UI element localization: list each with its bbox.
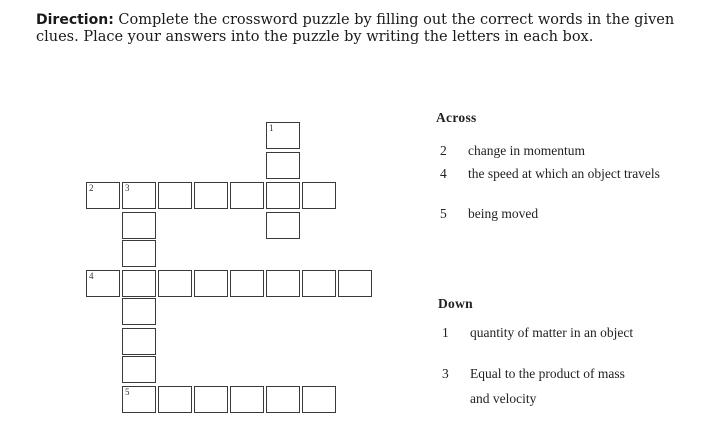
clue-text: quantity of matter in an object — [470, 325, 634, 340]
cell-1-down-3[interactable] — [266, 182, 300, 209]
down-heading: Down — [438, 296, 473, 311]
cell-5-across-3[interactable] — [194, 386, 228, 413]
cell-4-across-7[interactable] — [302, 270, 336, 297]
down-clues — [438, 296, 698, 416]
clue-number-5: 5 — [125, 387, 130, 397]
clue-text: Equal to the product of mass — [470, 366, 625, 381]
clue-number-3: 3 — [125, 183, 130, 193]
clue-text: being moved — [468, 206, 539, 221]
cell-1-down-4[interactable] — [266, 212, 300, 239]
clue-text: and velocity — [470, 391, 537, 406]
cell-3-down-6[interactable] — [122, 328, 156, 355]
clue-text: change in momentum — [468, 143, 585, 158]
cell-4-across-2[interactable] — [122, 270, 156, 297]
cell-3-down-2[interactable] — [122, 212, 156, 239]
clue-number-1: 1 — [269, 123, 274, 133]
cell-5-across-2[interactable] — [158, 386, 192, 413]
direction-label: Direction: — [36, 12, 114, 28]
clue-text: the speed at which an object travels — [468, 166, 660, 181]
cell-4-across-8[interactable] — [338, 270, 372, 297]
cell-3-down-5[interactable] — [122, 298, 156, 325]
clue-num: 1 — [442, 325, 449, 340]
cell-1-down-1[interactable] — [266, 122, 300, 149]
clue-num: 3 — [442, 366, 449, 381]
across-clues — [436, 110, 696, 240]
direction-text: Complete the crossword puzzle by filling out the correct words in the given clues. Place your answers into the puzzle by writing the letters in each box. — [36, 12, 675, 45]
across-heading: Across — [436, 110, 477, 125]
cell-5-across-5[interactable] — [266, 386, 300, 413]
cell-1-down-2[interactable] — [266, 152, 300, 179]
clue-number-2: 2 — [89, 183, 94, 193]
cell-4-across-5[interactable] — [230, 270, 264, 297]
clue-number-4: 4 — [89, 271, 94, 281]
cell-2-across-4[interactable] — [194, 182, 228, 209]
cell-5-across-1[interactable] — [122, 386, 156, 413]
cell-4-across-4[interactable] — [194, 270, 228, 297]
cell-2-across-2[interactable] — [122, 182, 156, 209]
clue-num: 4 — [440, 166, 447, 181]
cell-3-down-7[interactable] — [122, 356, 156, 383]
clue-num: 2 — [440, 143, 447, 158]
cell-4-across-6[interactable] — [266, 270, 300, 297]
cell-2-across-6[interactable] — [302, 182, 336, 209]
clue-num: 5 — [440, 206, 447, 221]
cell-4-across-3[interactable] — [158, 270, 192, 297]
cell-2-across-5[interactable] — [230, 182, 264, 209]
cell-2-across-3[interactable] — [158, 182, 192, 209]
cell-4-across-1[interactable] — [86, 270, 120, 297]
cell-5-across-4[interactable] — [230, 386, 264, 413]
cell-5-across-6[interactable] — [302, 386, 336, 413]
cell-3-down-3[interactable] — [122, 240, 156, 267]
cell-2-across-1[interactable] — [86, 182, 120, 209]
